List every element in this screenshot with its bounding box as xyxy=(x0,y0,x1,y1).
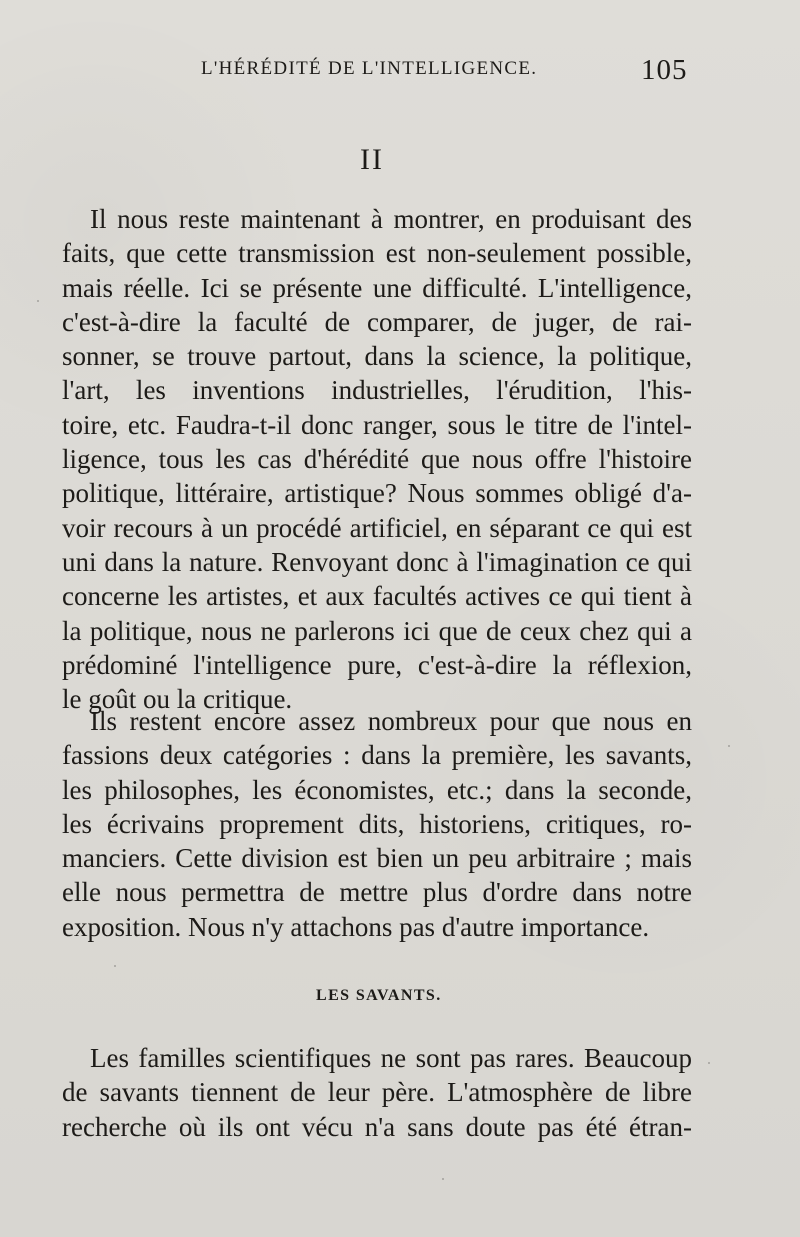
paragraph-line: Il nous reste maintenant à montrer, en produisant des xyxy=(90,204,692,234)
paragraph-line-last: le goût ou la critique. xyxy=(62,684,293,715)
paragraph-line: mais réelle. Ici se présente une difficulté. L'intelligence, xyxy=(62,272,692,303)
paper-speck xyxy=(728,745,730,747)
section-number: II xyxy=(360,143,384,176)
paragraph-line: manciers. Cette division est bien un peu arbitraire ; mais xyxy=(62,843,692,874)
paper-speck xyxy=(442,1178,444,1180)
paragraph-line: Les familles scientifiques ne sont pas rares. Beaucoup xyxy=(90,1043,692,1073)
running-head: L'HÉRÉDITÉ DE L'INTELLIGENCE. xyxy=(201,58,538,79)
paragraph-scientists xyxy=(62,1041,692,1144)
paragraph-line: recherche où ils ont vécu n'a sans doute pas été étran- xyxy=(62,1111,692,1142)
paragraph-line: les philosophes, les économistes, etc.; dans la seconde, xyxy=(62,774,692,805)
paragraph-line: de savants tiennent de leur père. L'atmosphère de libre xyxy=(62,1077,692,1108)
paragraph-categories xyxy=(62,704,692,944)
paragraph-line: sonner, se trouve partout, dans la science, la politique, xyxy=(62,341,692,372)
paragraph-line: voir recours à un procédé artificiel, en séparant ce qui est xyxy=(62,512,692,543)
paragraph-line: les écrivains proprement dits, historiens, critiques, ro- xyxy=(62,808,692,839)
paragraph-intro xyxy=(62,202,692,716)
paragraph-line: toire, etc. Faudra-t-il donc ranger, sous le titre de l'intel- xyxy=(62,409,692,440)
paragraph-line-last: exposition. Nous n'y attachons pas d'autre importance. xyxy=(62,911,650,942)
paragraph-line: uni dans la nature. Renvoyant donc à l'imagination ce qui xyxy=(62,546,692,577)
paper-speck xyxy=(114,965,116,967)
paragraph-line: Ils restent encore assez nombreux pour que nous en xyxy=(90,706,692,736)
paragraph-line: c'est-à-dire la faculté de comparer, de juger, de rai- xyxy=(62,306,692,337)
paragraph-line: elle nous permettra de mettre plus d'ordre dans notre xyxy=(62,877,692,908)
paper-speck xyxy=(708,1062,710,1064)
paragraph-line: faits, que cette transmission est non-seulement possible, xyxy=(62,238,692,269)
paragraph-line: fassions deux catégories : dans la première, les savants, xyxy=(62,740,692,771)
paragraph-line: la politique, nous ne parlerons ici que de ceux chez qui a xyxy=(62,615,692,646)
paragraph-line: politique, littéraire, artistique? Nous sommes obligé d'a- xyxy=(62,478,692,509)
paragraph-line: ligence, tous les cas d'hérédité que nous offre l'histoire xyxy=(62,444,692,475)
paragraph-line: l'art, les inventions industrielles, l'érudition, l'his- xyxy=(62,375,692,406)
paragraph-line: prédominé l'intelligence pure, c'est-à-dire la réflexion, xyxy=(62,649,692,680)
page-number: 105 xyxy=(641,54,688,86)
paragraph-line: concerne les artistes, et aux facultés actives ce qui tient à xyxy=(62,581,692,612)
section-subheading: LES SAVANTS. xyxy=(316,987,442,1004)
paper-speck xyxy=(37,300,39,302)
